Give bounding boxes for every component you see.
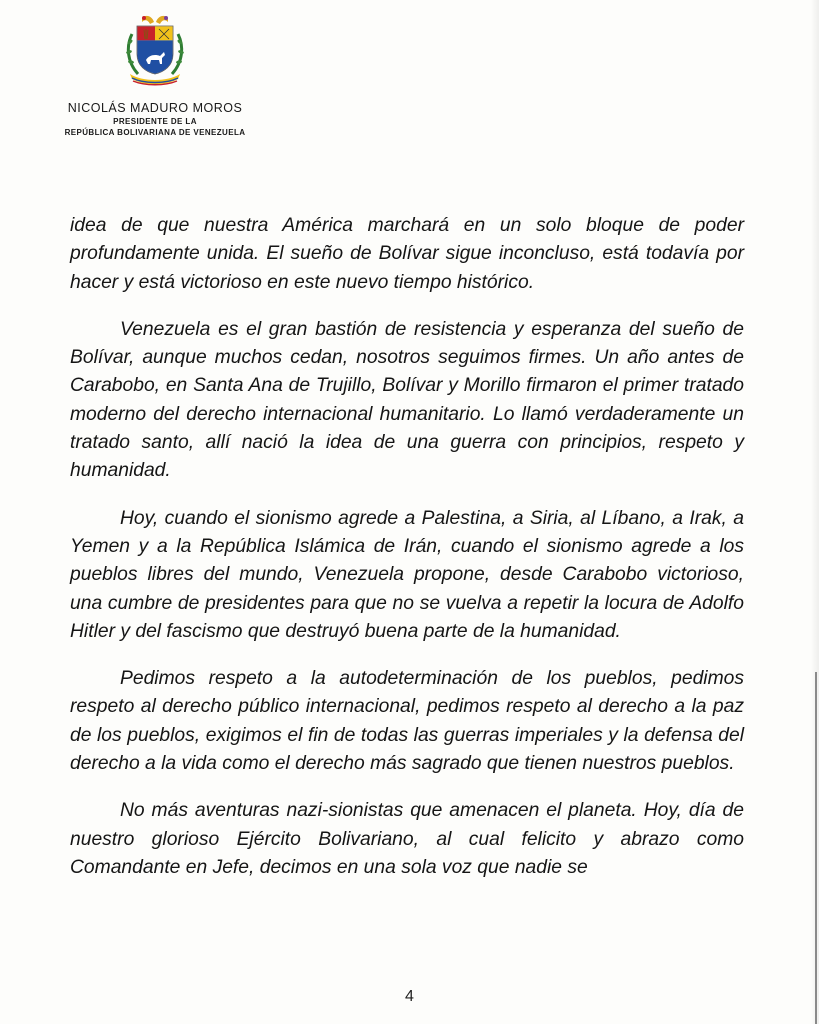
scrollbar-track: [815, 672, 817, 1024]
page-number: 4: [405, 988, 414, 1005]
letterhead-title-line2: REPÚBLICA BOLIVARIANA DE VENEZUELA: [64, 128, 246, 137]
document-body: [70, 212, 744, 882]
letterhead: [40, 100, 270, 138]
paragraph-1: idea de que nuestra América marchará en un solo bloque de poder profundamente unida. El sueño de Bolívar sigue inconcluso, está todavía por hacer y está victorioso en este nuevo tiempo histórico.: [70, 215, 744, 293]
paragraph-4: Pedimos respeto a la autodeterminación de los pueblos, pedimos respeto al derecho público internacional, pedimos respeto al derecho a la paz de los pueblos, exigimos el fin de todas las guerras imperiales y la defensa del derecho a la vida como el derecho más sagrado que tienen nuestros pueblos.: [70, 668, 744, 775]
venezuela-coat-of-arms-icon: [122, 12, 188, 86]
paragraph-5: No más aventuras nazi-sionistas que amenacen el planeta. Hoy, día de nuestro glorioso Ejército Bolivariano, al cual felicito y abrazo como Comandante en Jefe, decimos en una sola voz que nadie se: [70, 800, 744, 878]
paragraph-2: Venezuela es el gran bastión de resistencia y esperanza del sueño de Bolívar, aunque muchos cedan, nosotros seguimos firmes. Un año antes de Carabobo, en Santa Ana de Trujillo, Bolívar y Morillo firmaron el primer tratado moderno del derecho internacional humanitario. Lo llamó verdaderamente un tratado santo, allí nació la idea de una guerra con principios, respeto y humanidad.: [70, 318, 744, 482]
letterhead-name: NICOLÁS MADURO MOROS: [67, 101, 243, 115]
letterhead-title-line1: PRESIDENTE DE LA: [113, 117, 197, 126]
paragraph-3: Hoy, cuando el sionismo agrede a Palestina, a Siria, al Líbano, a Irak, a Yemen y a la República Islámica de Irán, cuando el sionismo agrede a los pueblos libres del mundo, Venezuela propone, desde Carabobo victorioso, una cumbre de presidentes para que no se vuelva a repetir la locura de Adolfo Hitler y del fascismo que destruyó buena parte de la humanidad.: [70, 507, 744, 642]
